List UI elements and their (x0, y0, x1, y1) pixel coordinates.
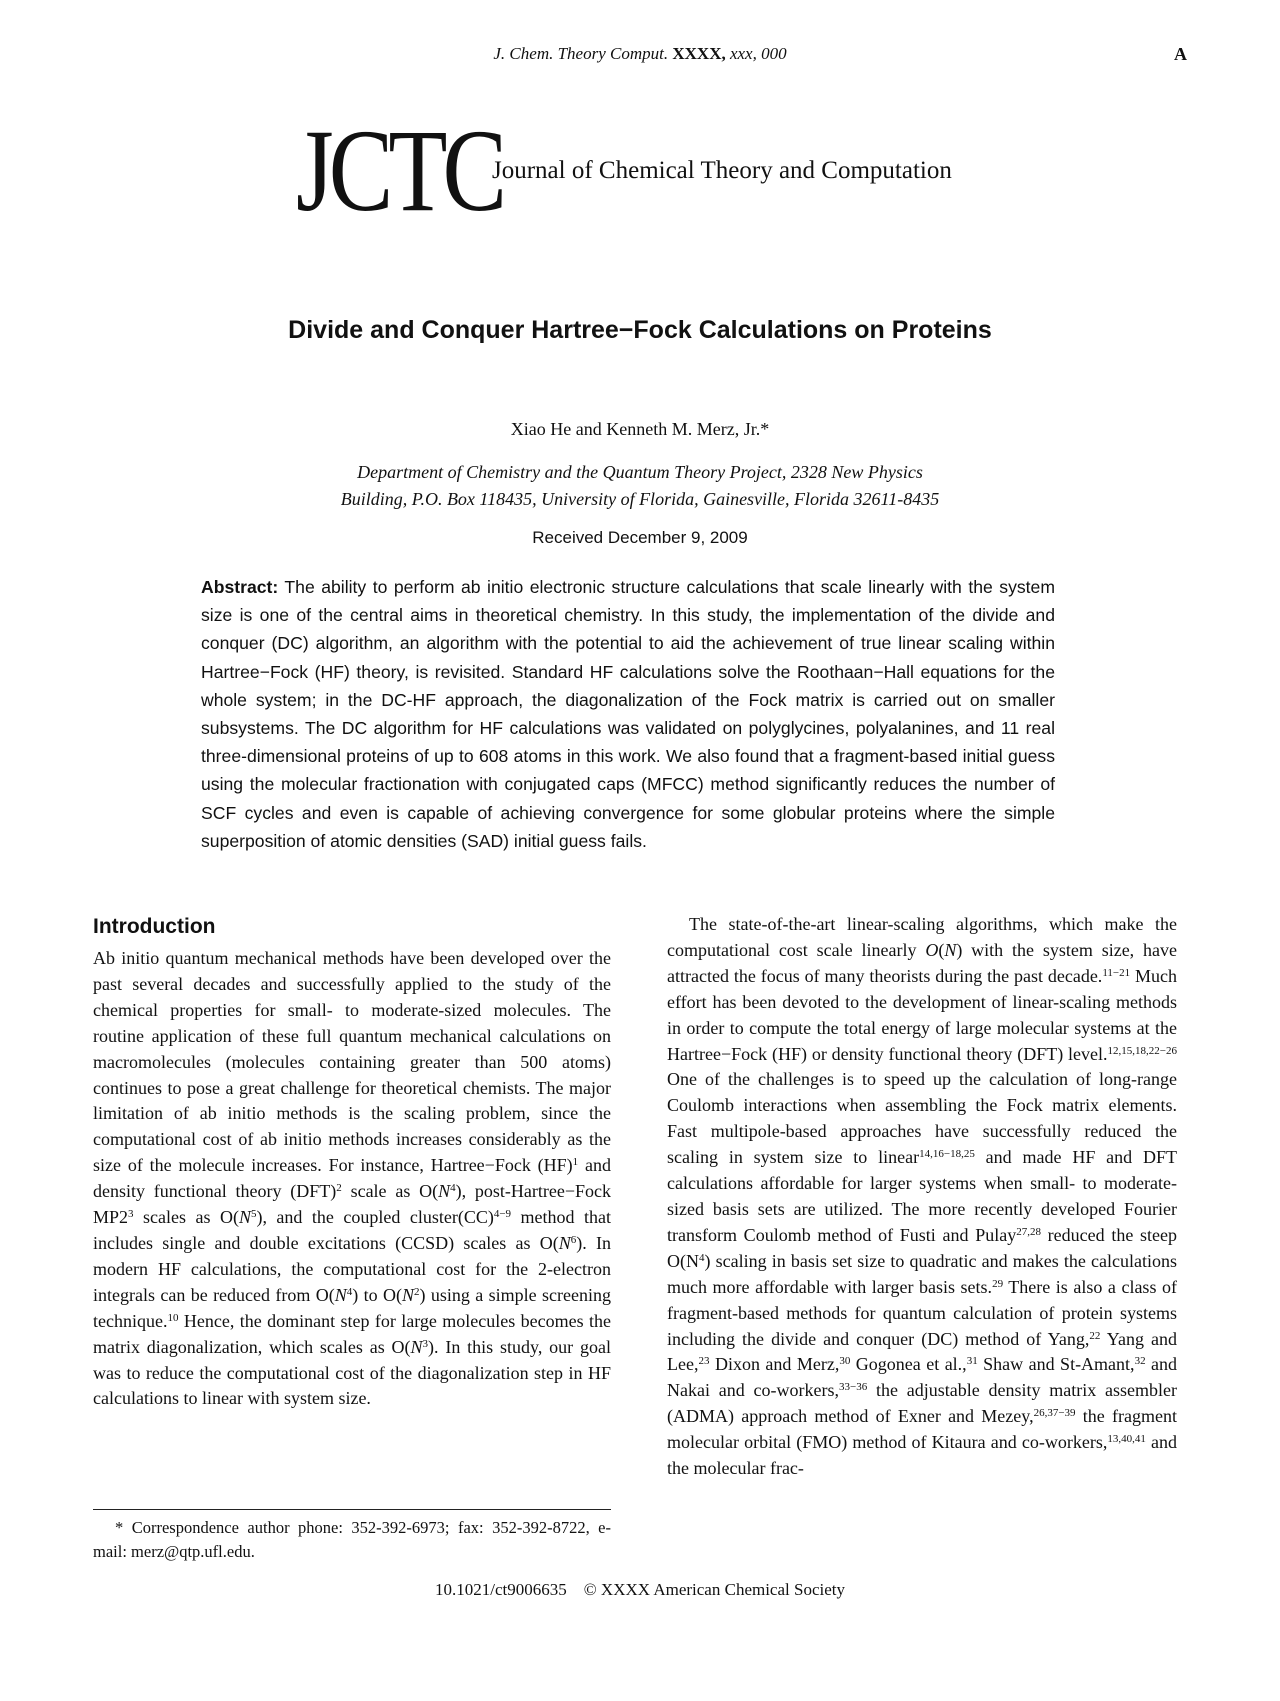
text-run: Dixon and Merz, (709, 1354, 840, 1375)
journal-logo (296, 105, 986, 240)
text-run: and Nakai and co-workers, (667, 1354, 1178, 1401)
text-run: Shaw and St-Amant, (977, 1354, 1135, 1375)
text-run: scales as O( (133, 1207, 239, 1228)
introduction-paragraph-left (93, 946, 611, 1412)
text-run: scale as O( (341, 1181, 439, 1202)
italic-symbol: N (558, 1232, 571, 1253)
abstract-text: The ability to perform ab initio electronic structure calculations that scale linearly with the system size is one of the central aims in theoretical chemistry. In this study, the implementation of the divide and conquer (DC) algorithm, an algorithm with the potential to aid the achievement of true linear scaling within Hartree−Fock (HF) theory, is revisited. Standard HF calculations solve the Roothaan−Hall equations for the whole system; in the DC-HF approach, the diagonalization of the Fock matrix is carried out on smaller subsystems. The DC algorithm for HF calculations was validated on polyglycines, polyalanines, and 11 real three-dimensional proteins of up to 608 atoms in this work. We also found that a fragment-based initial guess using the molecular fractionation with conjugated caps (MFCC) method significantly reduces the number of SCF cycles and even is capable of achieving convergence for some globular proteins where the simple superposition of atomic densities (SAD) initial guess fails. (201, 577, 1055, 851)
doi: 10.1021/ct9006635 (435, 1580, 567, 1599)
article-authors: Xiao He and Kenneth M. Merz, Jr.* (510, 419, 770, 439)
right-column (667, 912, 1177, 1482)
abstract (201, 573, 1055, 855)
citation-superscript: 31 (966, 1355, 978, 1368)
citation-superscript: 11−21 (1102, 966, 1131, 979)
citation-superscript: 10 (167, 1311, 179, 1324)
citation-superscript: 29 (992, 1277, 1004, 1290)
citation-superscript: 22 (1089, 1329, 1101, 1342)
citation-superscript: 1 (572, 1156, 579, 1169)
citation-superscript: 2 (336, 1182, 342, 1195)
italic-symbol: N (402, 1284, 415, 1305)
text-run: method that includes single and double excitations (CCSD) scales as O( (93, 1207, 611, 1253)
text-run: ), post-Hartree−Fock MP2 (93, 1181, 612, 1228)
abstract-label: Abstract: (201, 577, 279, 597)
text-run: ), and the coupled cluster(CC) (256, 1207, 494, 1228)
citation-superscript: 4 (450, 1182, 456, 1195)
author-affiliation (200, 459, 1080, 513)
text-run: and the molecular frac- (667, 1432, 1177, 1479)
text-run: Ab initio quantum mechanical methods have been developed over the past several decades and successfully applied to the study of the chemical properties for small- to moderate-sized molecules. The routine application of these full quantum mechanical calculations on macromolecules (molecules containing greater than 500 atoms) continues to pose a great challenge for theoretical chemists. The major limitation of ab initio methods is the scaling problem, since the computational cost of ab initio methods increases considerably as the size of the molecule increases. For instance, Hartree−Fock (HF) (93, 948, 611, 1176)
text-run: the fragment molecular orbital (FMO) method of Kitaura and co-workers, (667, 1406, 1177, 1453)
text-run: ) to O( (352, 1284, 403, 1305)
citation-superscript: 4 (346, 1285, 353, 1298)
citation-superscript: 4 (699, 1251, 705, 1264)
citation-superscript: 5 (250, 1208, 257, 1221)
text-run: One of the challenges is to speed up the calculation of long-range Coulomb interactions when assembling the Fock matrix elements. Fast multipole-based approaches have successfully reduced the scaling in system size to linear (667, 1069, 1177, 1168)
italic-symbol: O (925, 939, 939, 960)
journal-abbrev: J. Chem. Theory Comput. (493, 44, 669, 63)
citation-superscript: 30 (839, 1355, 851, 1368)
italic-symbol: N (438, 1181, 451, 1202)
citation-superscript: 27,28 (1016, 1225, 1041, 1238)
correspondence-footnote: * Correspondence author phone: 352-392-6973; fax: 352-392-8722, e-mail: merz@qtp.ufl.edu. (93, 1518, 611, 1561)
citation-superscript: 3 (422, 1337, 429, 1350)
italic-symbol: N (410, 1336, 423, 1357)
received-date: Received December 9, 2009 (532, 528, 748, 547)
text-run: ) using a simple screening technique. (93, 1284, 611, 1331)
running-header (0, 44, 1280, 72)
text-run: reduced the steep O(N (667, 1224, 1177, 1271)
citation-superscript: 6 (570, 1233, 577, 1246)
text-run: and made HF and DFT calculations affordable for larger systems when small- to moderate-sized basis sets are utilized. The more recently developed Fourier transform Coulomb method of Fusti and Pulay (667, 1147, 1177, 1245)
text-run: ). In modern HF calculations, the computational cost for the 2-electron integrals can be reduced from O( (93, 1232, 611, 1305)
text-run: the adjustable density matrix assembler (ADMA) approach method of Exner and Mezey, (667, 1380, 1177, 1427)
citation-superscript: 3 (128, 1208, 134, 1221)
page-footer (0, 1580, 1280, 1600)
text-run: ) with the system size, have attracted the focus of many theorists during the past decade. (667, 939, 1178, 986)
text-run: Gogonea et al., (850, 1354, 967, 1375)
text-run: There is also a class of fragment-based methods for quantum calculation of protein systems including the divide and conquer (DC) method of Yang, (667, 1276, 1177, 1349)
text-run: Much effort has been devoted to the development of linear-scaling methods in order to compute the total energy of large molecular systems at the Hartree−Fock (HF) or density functional theory (DFT) level. (667, 965, 1177, 1064)
text-run: and density functional theory (DFT) (93, 1155, 611, 1202)
introduction-heading: Introduction (93, 915, 216, 938)
italic-symbol: N (334, 1284, 347, 1305)
left-column (93, 912, 611, 1412)
journal-citation (0, 44, 1280, 64)
text-run: ). In this study, our goal was to reduce the computational cost of the diagonalization step in HF calculations to linear with system size. (93, 1336, 611, 1409)
affiliation-line-1: Department of Chemistry and the Quantum Theory Project, 2328 New Physics (357, 462, 923, 482)
copyright: © XXXX American Chemical Society (583, 1580, 845, 1599)
introduction-paragraph-right (667, 912, 1177, 1482)
citation-superscript: 33−36 (838, 1381, 868, 1394)
italic-symbol: N (238, 1207, 251, 1228)
italic-symbol: N (944, 939, 957, 960)
citation-superscript: 12,15,18,22−26 (1107, 1044, 1177, 1057)
text-run: Hence, the dominant step for large molecules becomes the matrix diagonalization, which scales as O( (93, 1310, 611, 1357)
citation-superscript: 23 (698, 1355, 710, 1368)
journal-issue-page: xxx, 000 (729, 44, 787, 63)
text-run: The state-of-the-art linear-scaling algorithms, which make the computational cost scale linearly (667, 914, 1177, 960)
logo-acronym: JCTC (296, 105, 503, 236)
citation-superscript: 26,37−39 (1033, 1407, 1076, 1420)
citation-superscript: 32 (1134, 1355, 1146, 1368)
footnote-divider (93, 1509, 611, 1510)
affiliation-line-2: Building, P.O. Box 118435, University of Florida, Gainesville, Florida 32611-8435 (340, 489, 940, 509)
citation-superscript: 14,16−18,25 (919, 1148, 975, 1161)
citation-superscript: 4−9 (493, 1208, 512, 1221)
citation-superscript: 2 (414, 1285, 420, 1298)
text-run: Yang and Lee, (667, 1328, 1177, 1375)
page-letter: A (1174, 44, 1187, 64)
citation-superscript: 13,40,41 (1107, 1433, 1146, 1446)
logo-journal-name: Journal of Chemical Theory and Computation (492, 157, 952, 184)
article-title: Divide and Conquer Hartree−Fock Calculations on Proteins (288, 316, 992, 344)
text-run: ( (938, 939, 945, 960)
text-run: ) scaling in basis set size to quadratic and makes the calculations much more affordable with larger basis sets. (667, 1250, 1177, 1297)
journal-volume: XXXX, (672, 44, 726, 63)
